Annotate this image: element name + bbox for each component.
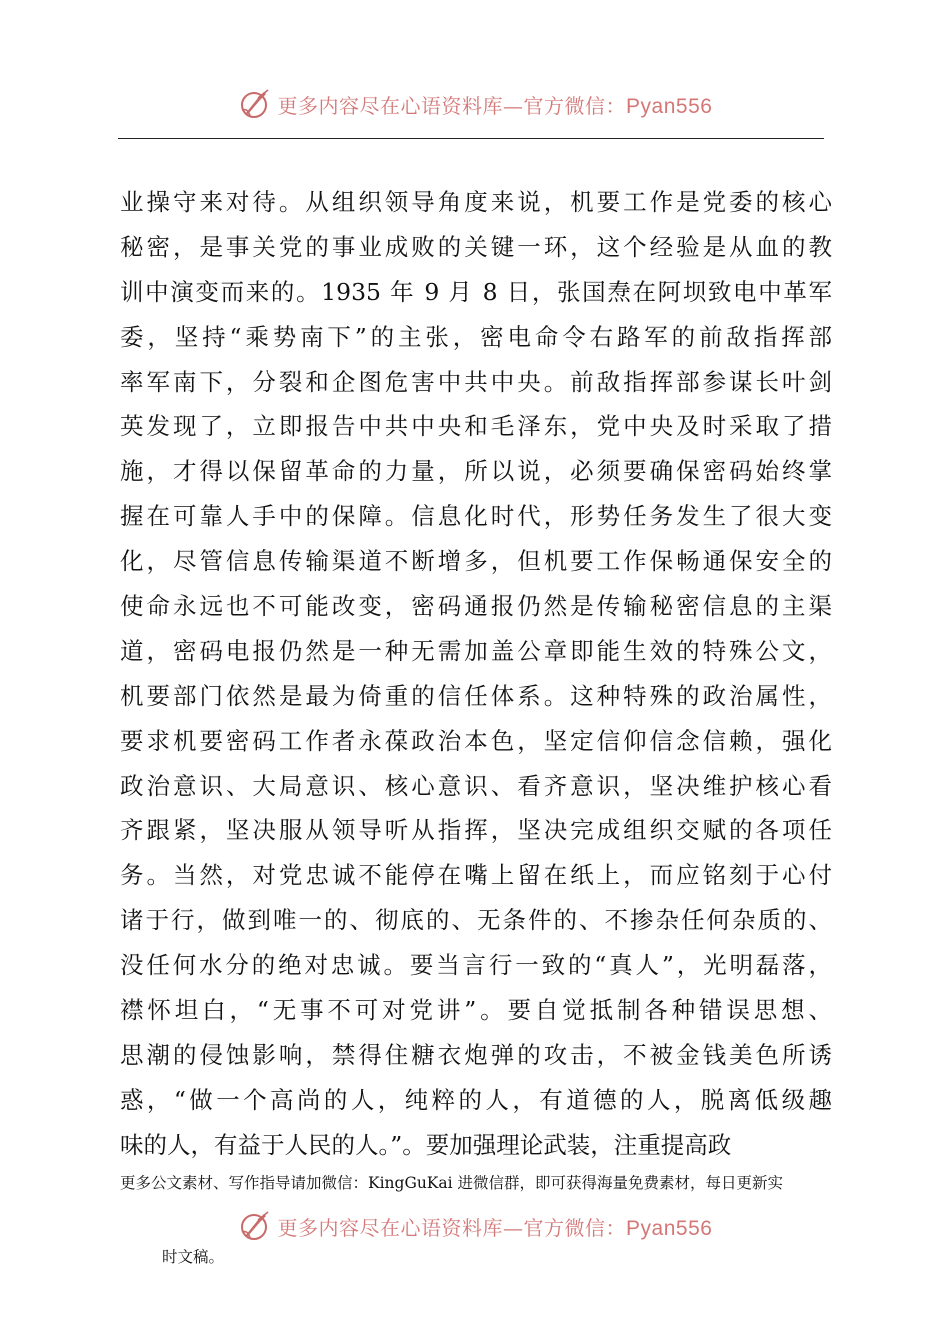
body-line: 化，尽管信息传输渠道不断增多，但机要工作保畅通保安全的: [120, 547, 832, 576]
body-line: 施，才得以保留革命的力量，所以说，必须要确保密码始终掌: [120, 457, 832, 486]
body-line: 齐跟紧，坚决服从领导听从指挥，坚决完成组织交赋的各项任: [120, 816, 832, 845]
body-line: 训中演变而来的。1935 年 9 月 8 日，张国焘在阿坝致电中革军: [120, 277, 832, 306]
footer-note-continuation: 时文稿。: [162, 1248, 225, 1266]
quill-pen-logo-icon: [238, 86, 274, 122]
body-line: 惑，“做一个高尚的人，纯粹的人，有道德的人，脱离低级趣: [120, 1085, 832, 1114]
body-line: 思潮的侵蚀影响，禁得住糖衣炮弹的攻击，不被金钱美色所诱: [120, 1040, 832, 1069]
quill-pen-logo-icon: [238, 1208, 274, 1244]
body-line: 务。当然，对党忠诚不能停在嘴上留在纸上，而应铭刻于心付: [120, 861, 832, 890]
footer-banner: [0, 1206, 950, 1246]
body-line: 业操守来对待。从组织领导角度来说，机要工作是党委的核心: [120, 188, 832, 216]
header-banner-prefix: 更多内容尽在心语资料库—官方微信：: [277, 93, 627, 118]
body-line: 机要部门依然是最为倚重的信任体系。这种特殊的政治属性，: [120, 681, 832, 710]
body-line: 道，密码电报仍然是一种无需加盖公章即能生效的特殊公文，: [120, 636, 832, 665]
body-line: 使命永远也不可能改变，密码通报仍然是传输秘密信息的主渠: [120, 592, 832, 621]
body-line: 率军南下，分裂和企图危害中共中央。前敌指挥部参谋长叶剑: [120, 367, 832, 396]
body-line: 政治意识、大局意识、核心意识、看齐意识，坚决维护核心看: [120, 771, 832, 800]
body-line: 味的人，有益于人民的人。”。要加强理论武装，注重提高政: [120, 1130, 732, 1159]
body-line: 握在可靠人手中的保障。信息化时代，形势任务发生了很大变: [120, 502, 832, 531]
body-line: 秘密，是事关党的事业成败的关键一环，这个经验是从血的教: [120, 232, 832, 261]
body-line: 英发现了，立即报告中共中央和毛泽东，党中央及时采取了措: [120, 412, 832, 441]
header-banner-text: [278, 90, 713, 119]
body-line: 襟怀坦白，“无事不可对党讲”。要自觉抵制各种错误思想、: [120, 996, 832, 1025]
header-banner-wechat-id: Pyan556: [626, 94, 713, 118]
body-line: 没任何水分的绝对忠诚。要当言行一致的“真人”，光明磊落，: [120, 951, 832, 980]
header-banner: [0, 84, 950, 124]
body-line: 委，坚持“乘势南下”的主张，密电命令右路军的前敌指挥部: [120, 322, 832, 351]
body-paragraph: [120, 180, 832, 1168]
footer-note: 更多公文素材、写作指导请加微信：KingGuKai 进微信群，即可获得海量免费素材，每日更新实: [120, 1174, 784, 1192]
footer-banner-text: [278, 1212, 713, 1241]
header-rule: [118, 138, 824, 139]
body-line: 要求机要密码工作者永葆政治本色，坚定信仰信念信赖，强化: [120, 726, 832, 755]
footer-banner-wechat-id: Pyan556: [626, 1216, 713, 1240]
footer-banner-prefix: 更多内容尽在心语资料库—官方微信：: [277, 1215, 627, 1240]
body-line: 诸于行，做到唯一的、彻底的、无条件的、不掺杂任何杂质的、: [120, 906, 832, 935]
